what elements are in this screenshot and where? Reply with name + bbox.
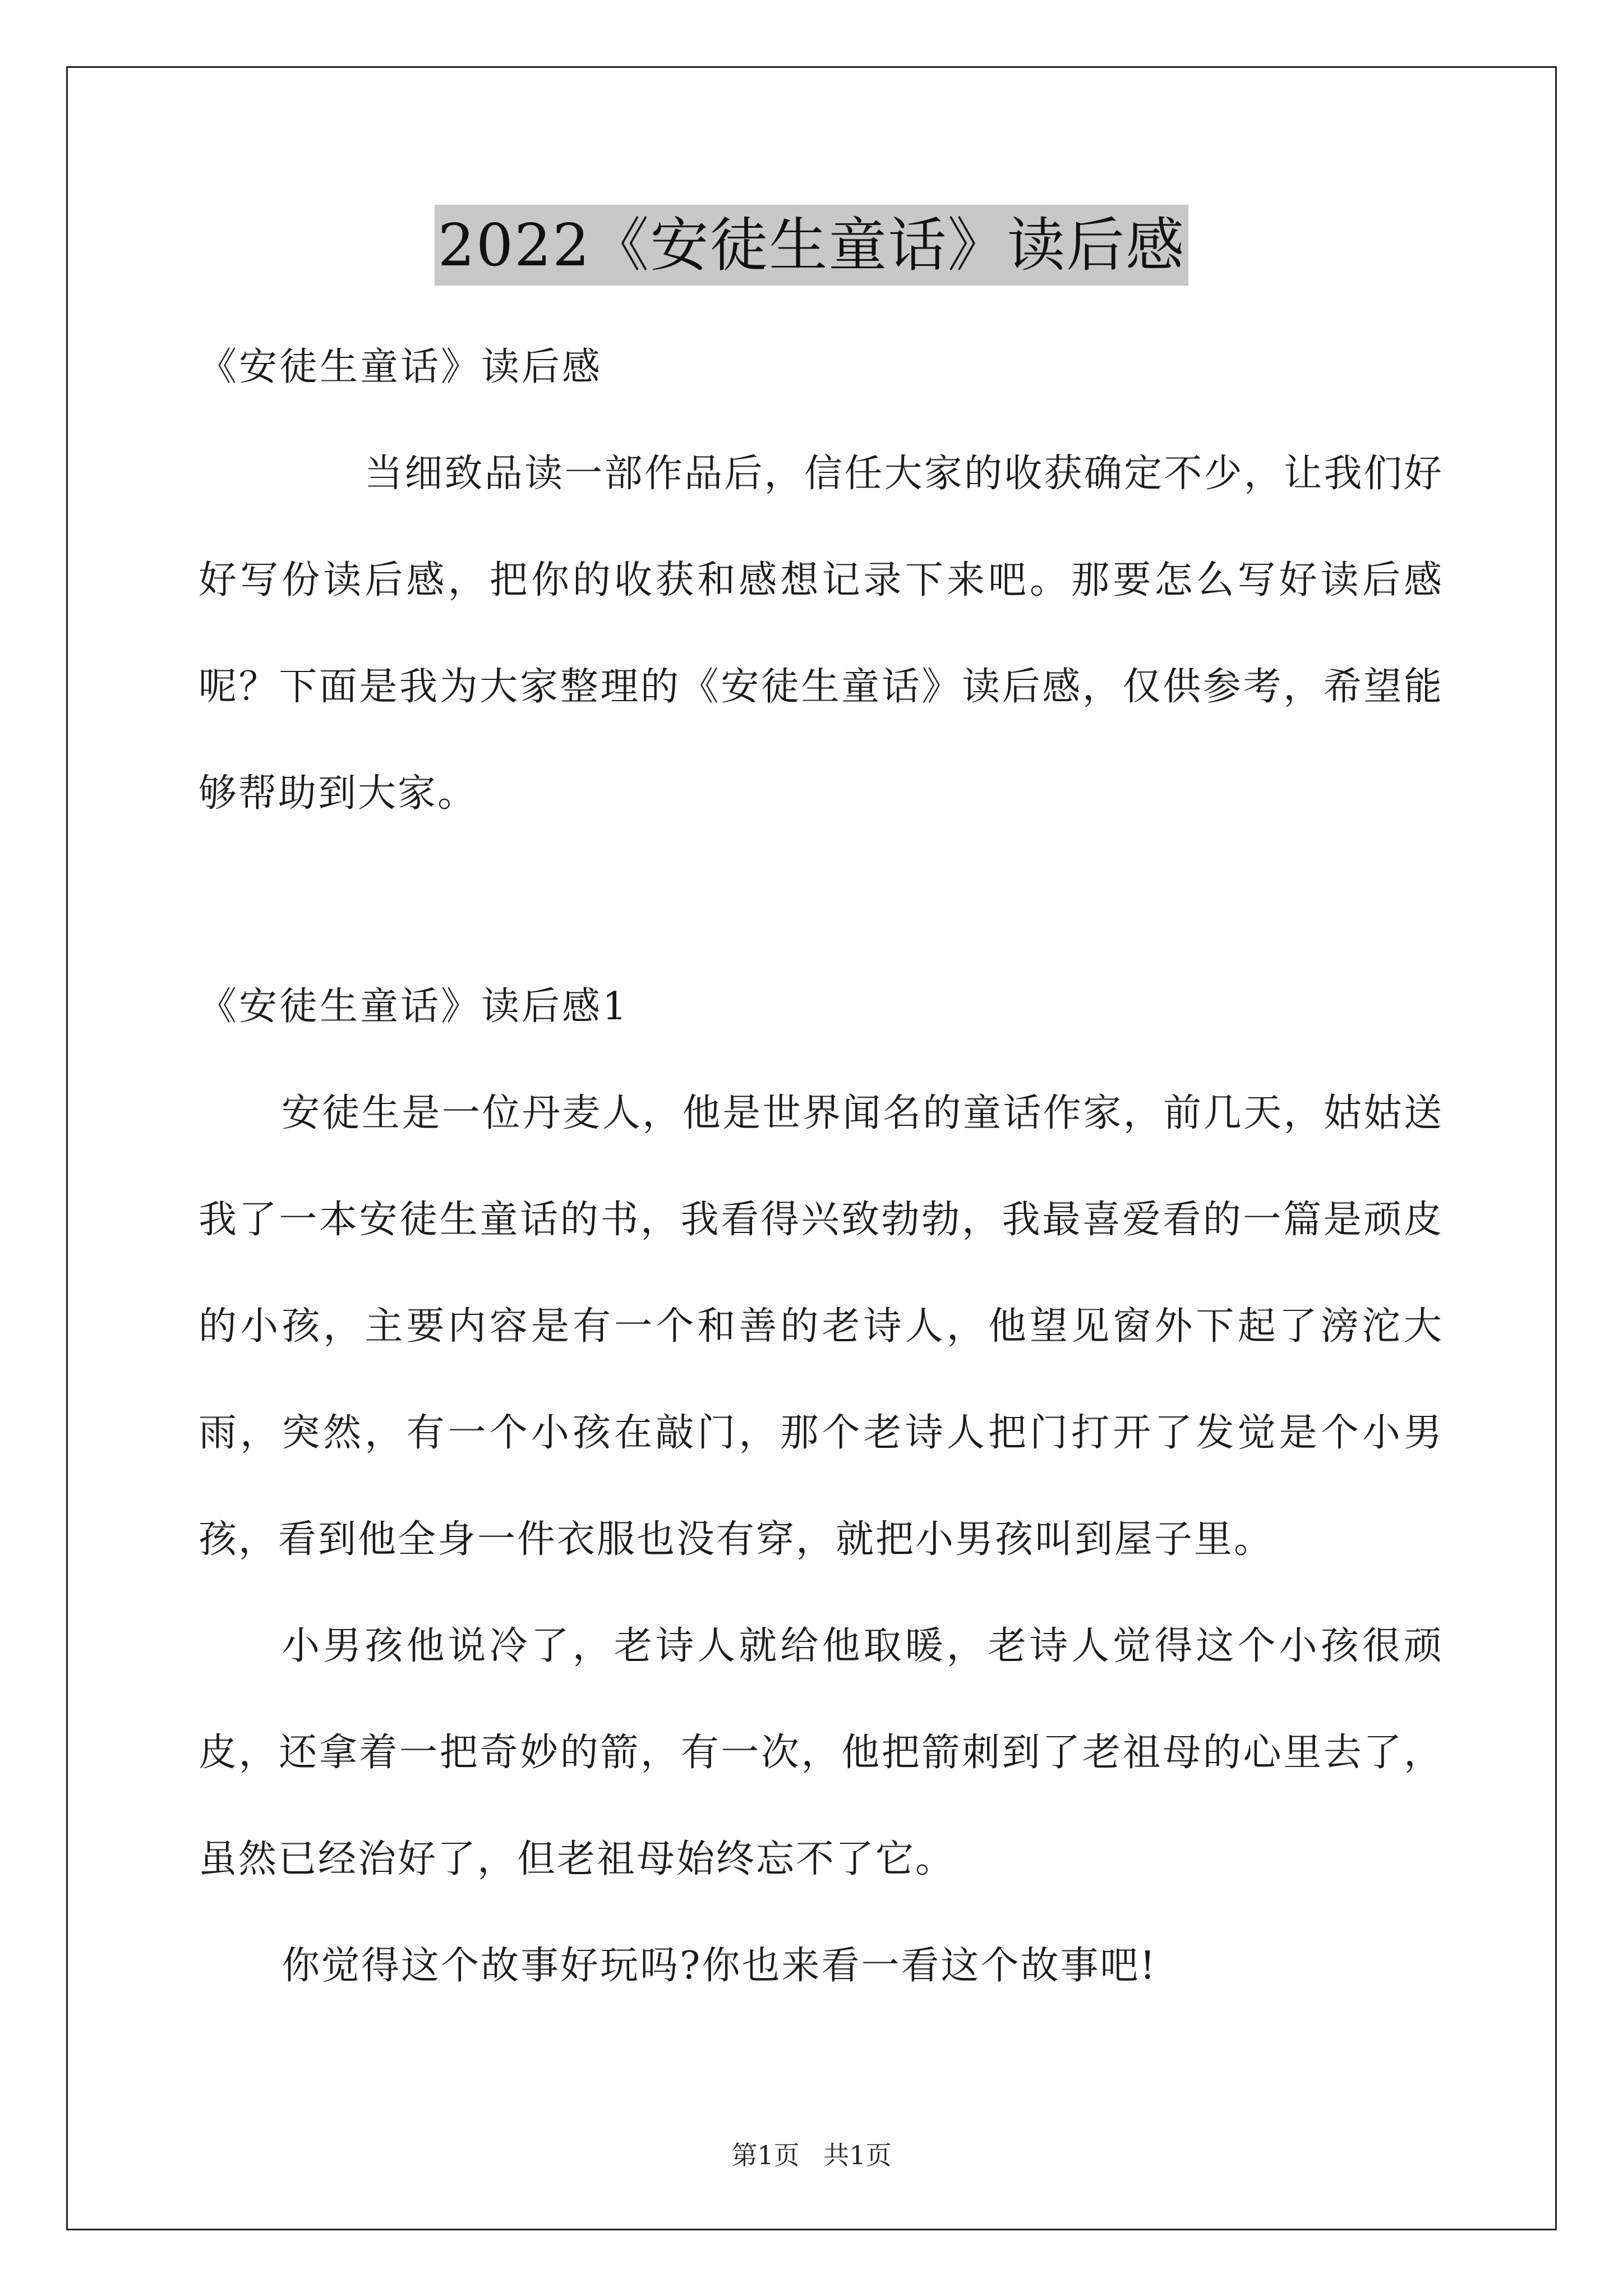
title-container	[0, 205, 1623, 286]
document-title: 2022《安徒生童话》读后感	[435, 205, 1189, 286]
body-paragraph-3: 你觉得这个故事好玩吗?你也来看一看这个故事吧!	[282, 1944, 1157, 1988]
page-footer	[0, 2138, 1623, 2172]
body-paragraph-1: 安徒生是一位丹麦人，他是世界闻名的童话作家，前几天，姑姑送我了一本安徒生童话的书，我看得兴致勃勃，我最喜爱看的一篇是顽皮的小孩，主要内容是有一个和善的老诗人，他望见窗外下起了滂沱大雨，突然，有一个小孩在敲门，那个老诗人把门打开了发觉是个小男孩，看到他全身一件衣服也没有穿，就把小男孩叫到屋子里。	[199, 1091, 1444, 1562]
document-body	[199, 314, 1444, 2019]
section-spacer	[199, 847, 1444, 954]
section-heading: 《安徒生童话》读后感1	[199, 984, 629, 1029]
page-number-total: 共1页	[823, 2140, 892, 2170]
intro-heading: 《安徒生童话》读后感	[199, 345, 603, 389]
page-number-current: 第1页	[731, 2140, 800, 2170]
intro-paragraph: 当细致品读一部作品后，信任大家的收获确定不少，让我们好好写份读后感，把你的收获和感想记录下来吧。那要怎么写好读后感呢？下面是我为大家整理的《安徒生童话》读后感，仅供参考，希望能够帮助到大家。	[199, 452, 1444, 816]
body-paragraph-2: 小男孩他说冷了，老诗人就给他取暖，老诗人觉得这个小孩很顽皮，还拿着一把奇妙的箭，有一次，他把箭刺到了老祖母的心里去了，虽然已经治好了，但老祖母始终忘不了它。	[199, 1624, 1444, 1881]
